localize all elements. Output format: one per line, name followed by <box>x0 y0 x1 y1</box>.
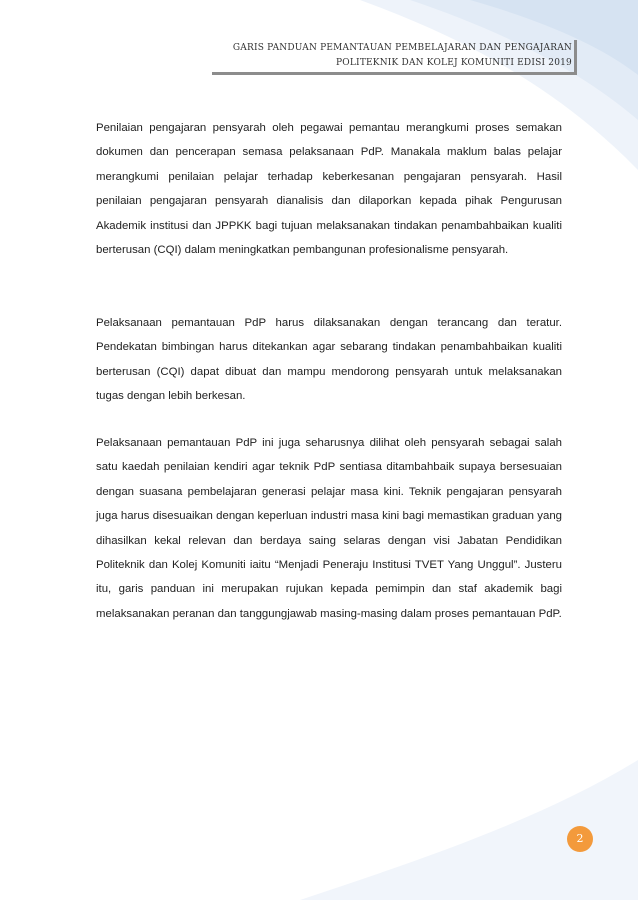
header-rule-horizontal <box>212 72 576 75</box>
header-title-line-1: GARIS PANDUAN PEMANTAUAN PEMBELAJARAN DAN PENGAJARAN <box>232 43 572 53</box>
paragraph-1: Penilaian pengajaran pensyarah oleh pegawai pemantau merangkumi proses semakan dokumen dan pencerapan semasa pelaksanaan PdP. Manakala maklum balas pelajar merangkumi penilaian pelajar terhadap keberkesanan pengajaran pensyarah. Hasil penilaian pengajaran pensyarah dianalisis dan dilaporkan kepada pihak Pengurusan Akademik institusi dan JPPKK bagi tujuan melaksanakan tindakan penambahbaikan kualiti berterusan (CQI) dalam meningkatkan pembangunan profesionalisme pensyarah. <box>96 122 562 257</box>
paragraph-2: Pelaksanaan pemantauan PdP harus dilaksanakan dengan terancang dan teratur. Pendekatan bimbingan harus ditekankan agar sebarang tindakan penambahbaikan kualiti berterusan (CQI) dapat dibuat dan mampu mendorong pensyarah untuk melaksanakan tugas dengan lebih berkesan. <box>96 317 562 403</box>
running-header <box>152 41 572 71</box>
header-title-line-2: POLITEKNIK DAN KOLEJ KOMUNITI EDISI 2019 <box>336 58 572 68</box>
paragraph-3: Pelaksanaan pemantauan PdP ini juga seharusnya dilihat oleh pensyarah sebagai salah satu kaedah penilaian kendiri agar teknik PdP sentiasa ditambahbaik supaya bersesuaian dengan suasana pembelajaran generasi pelajar masa kini. Teknik pengajaran pensyarah juga harus disesuaikan dengan keperluan industri masa kini bagi memastikan graduan yang dihasilkan kekal relevan dan berdaya saing selaras dengan visi Jabatan Pendidikan Politeknik dan Kolej Komuniti iaitu “Menjadi Peneraju Institusi TVET Yang Unggul”. Justeru itu, garis panduan ini merupakan rujukan kepada pemimpin dan staf akademik bagi melaksanakan peranan dan tanggungjawab masing-masing dalam proses pemantauan PdP. <box>96 437 562 620</box>
header-rule-vertical <box>574 40 577 75</box>
page-number-badge: 2 <box>567 826 593 852</box>
